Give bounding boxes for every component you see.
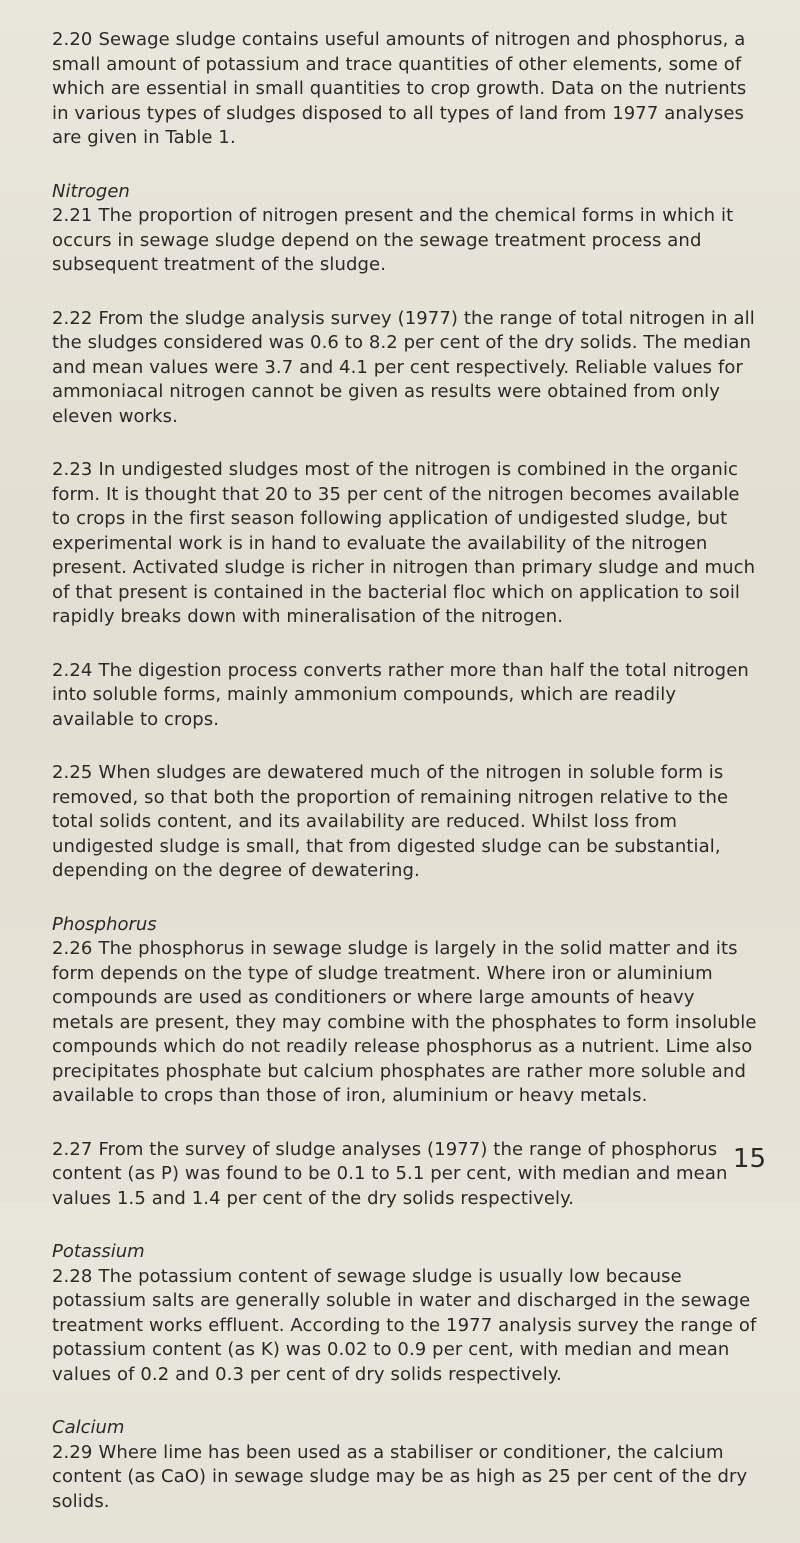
paragraph-text: In undigested sludges most of the nitrogen is combined in the organic form. It is thought that 20 to 35 per cent of the nitrogen becomes available to crops in the first season following application of undigested sludge, but experimental work is in hand to evaluate the availability of the nitrogen present. Activated sludge is richer in nitrogen than primary sludge and much of that present is contained in the bacterial floc which on application to soil rapidly breaks down with mineralisation of the nitrogen.: [52, 459, 756, 627]
section-heading: Calcium: [52, 1417, 125, 1438]
paragraph-number: 2.22: [52, 307, 93, 329]
paragraph-2-26: [52, 937, 758, 1109]
page-number: 15: [732, 1144, 766, 1174]
paragraph-2-22: [52, 307, 758, 430]
paragraph-text: The potassium content of sewage sludge is usually low because potassium salts are generally soluble in water and discharged in the sewage treatment works effluent. According to the 1977 analysis survey the range of potassium content (as K) was 0.02 to 0.9 per cent, with median and mean values of 0.2 and 0.3 per cent of dry solids respectively.: [52, 1265, 757, 1385]
paragraph-number: 2.24: [52, 659, 93, 681]
paragraph-2-20: [52, 28, 758, 151]
section-nitrogen: [52, 180, 758, 884]
section-heading: Potassium: [52, 1241, 145, 1262]
paragraph-2-25: [52, 761, 758, 884]
paragraph-text: Sewage sludge contains useful amounts of nitrogen and phosphorus, a small amount of potassium and trace quantities of other elements, some of which are essential in small quantities to crop growth. Data on the nutrients in various types of sludges disposed to all types of land from 1977 analyses are given in Table 1.: [52, 29, 747, 148]
paragraph-text: When sludges are dewatered much of the nitrogen in soluble form is removed, so that both the proportion of remaining nitrogen relative to the total solids content, and its availability are reduced. Whilst loss from undigested sludge is small, that from digested sludge can be substantial, depending on the degree of dewatering.: [52, 762, 729, 881]
section-heading: Nitrogen: [52, 180, 130, 202]
document-page: [52, 28, 758, 1543]
paragraph-number: 2.28: [52, 1265, 93, 1287]
paragraph-number: 2.20: [52, 29, 93, 50]
paragraph-number: 2.26: [52, 938, 93, 959]
paragraph-2-24: [52, 659, 758, 733]
paragraph-text: From the survey of sludge analyses (1977) the range of phosphorus content (as P) was found to be 0.1 to 5.1 per cent, with median and mean values 1.5 and 1.4 per cent of the dry solids respectively.: [52, 1138, 728, 1209]
paragraph-number: 2.27: [52, 1138, 93, 1160]
section-heading: Phosphorus: [52, 913, 157, 935]
paragraph-2-21: [52, 204, 758, 278]
paragraph-number: 2.23: [52, 459, 93, 480]
paragraph-2-23: [52, 458, 758, 630]
paragraph-number: 2.25: [52, 762, 93, 783]
paragraph-text: The proportion of nitrogen present and the chemical forms in which it occurs in sewage sludge depend on the sewage treatment process and subsequent treatment of the sludge.: [52, 205, 734, 275]
paragraph-2-28: [52, 1265, 758, 1388]
paragraph-2-29: [52, 1441, 758, 1515]
paragraph-number: 2.29: [52, 1441, 93, 1463]
paragraph-number: 2.21: [52, 205, 93, 226]
paragraph-text: The digestion process converts rather more than half the total nitrogen into soluble forms, mainly ammonium compounds, which are readily available to crops.: [52, 659, 749, 730]
paragraph-text: Where lime has been used as a stabiliser or conditioner, the calcium content (as CaO) in sewage sludge may be as high as 25 per cent of the dry solids.: [52, 1441, 748, 1512]
paragraph-text: The phosphorus in sewage sludge is largely in the solid matter and its form depends on the type of sludge treatment. Where iron or aluminium compounds are used as conditioners or where large amounts of heavy metals are present, they may combine with the phosphates to form insoluble compounds which do not readily release phosphorus as a nutrient. Lime also precipitates phosphate but calcium phosphates are rather more soluble and available to crops than those of iron, aluminium or heavy metals.: [52, 938, 757, 1106]
paragraph-2-27: [52, 1138, 758, 1212]
paragraph-text: From the sludge analysis survey (1977) the range of total nitrogen in all the sludges considered was 0.6 to 8.2 per cent of the dry solids. The median and mean values were 3.7 and 4.1 per cent respectively. Reliable values for ammoniacal nitrogen cannot be given as results were obtained from only eleven works.: [52, 307, 755, 427]
section-calcium: [52, 1416, 758, 1514]
section-potassium: [52, 1240, 758, 1387]
section-phosphorus: [52, 913, 758, 1212]
